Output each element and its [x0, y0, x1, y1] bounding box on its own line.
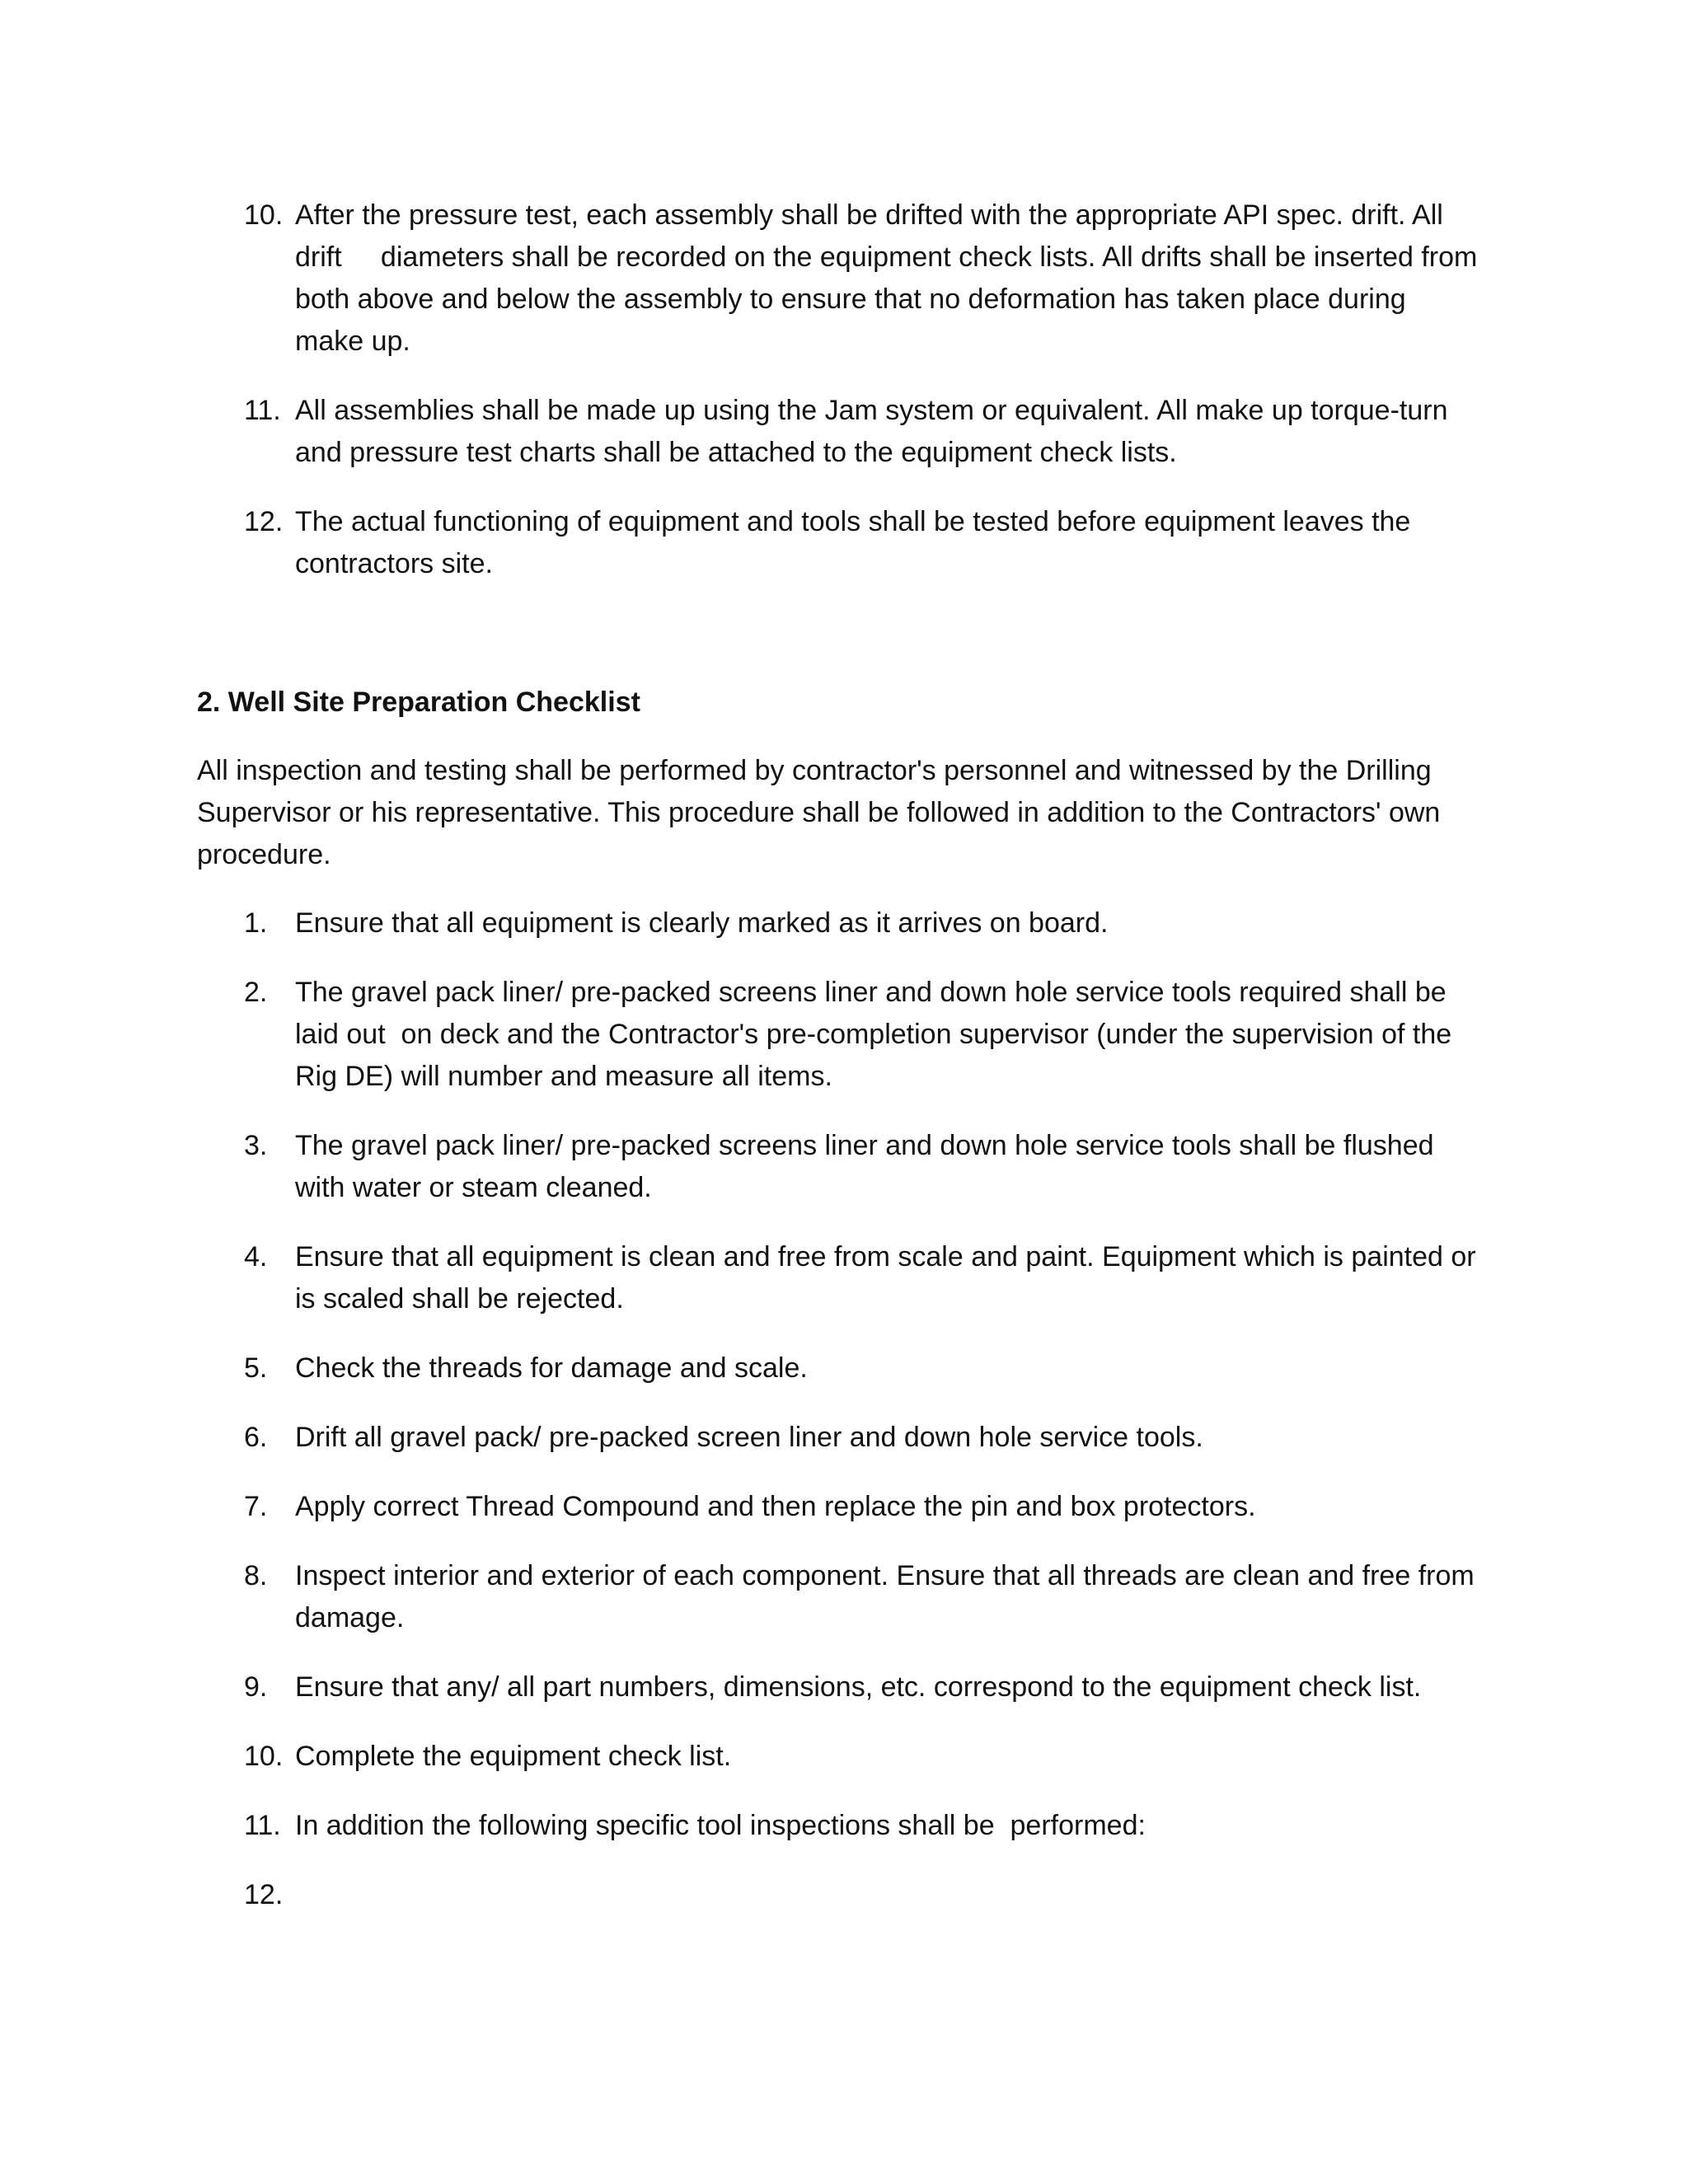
list-number: 10. [244, 199, 284, 231]
list-text: Check the threads for damage and scale. [295, 1352, 808, 1384]
list-text: Drift all gravel pack/ pre-packed screen liner and down hole service tools. [295, 1422, 1203, 1453]
list-number: 11. [244, 1810, 281, 1841]
list-text: The gravel pack liner/ pre-packed screens liner and down hole service tools shall be flushed with water or steam cleaned. [295, 1130, 1434, 1203]
list-text: The actual functioning of equipment and tools shall be tested before equipment leaves the contractors site. [295, 506, 1411, 579]
list-number: 12. [244, 1879, 284, 1910]
section-intro: All inspection and testing shall be performed by contractor's personnel and witnessed by the Drilling Supervisor or his representative. This procedure shall be followed in addition to the Contractors' own procedure. [197, 755, 1441, 870]
list-item [0, 501, 1482, 585]
list-item [0, 972, 1482, 1098]
list-item [0, 1486, 1482, 1528]
list-number: 9. [244, 1671, 268, 1703]
list-number: 3. [244, 1130, 268, 1161]
list-text: Ensure that any/ all part numbers, dimensions, etc. correspond to the equipment check list. [295, 1671, 1422, 1703]
list-item [0, 1417, 1482, 1459]
list-item [0, 1874, 1482, 1916]
list-item [0, 1555, 1482, 1639]
list-text: The gravel pack liner/ pre-packed screens liner and down hole service tools required shall be laid out on deck and the Contractor's pre-completion supervisor (under the supervision of the Rig DE) will number and measure all items. [295, 977, 1460, 1092]
list-item [0, 1125, 1482, 1209]
list-number: 10. [244, 1741, 284, 1772]
list-text: Ensure that all equipment is clean and free from scale and paint. Equipment which is painted or is scaled shall be rejected. [295, 1241, 1476, 1315]
list-item [0, 390, 1482, 474]
list-number: 7. [244, 1491, 268, 1522]
list-text: After the pressure test, each assembly shall be drifted with the appropriate API spec. drift. All drift diameters shall be recorded on the equipment check lists. All drifts shall be inserted from both above and below the assembly to ensure that no deformation has taken place during make up. [295, 199, 1485, 357]
list-item [0, 1347, 1482, 1390]
list-text: Inspect interior and exterior of each component. Ensure that all threads are clean and free from damage. [295, 1560, 1475, 1633]
list-number: 6. [244, 1422, 268, 1453]
list-number: 2. [244, 977, 268, 1008]
list-item [0, 1236, 1482, 1320]
list-text: In addition the following specific tool inspections shall be performed: [295, 1810, 1146, 1841]
list-number: 11. [244, 395, 281, 426]
list-item [0, 1805, 1482, 1847]
list-number: 4. [244, 1241, 268, 1272]
list-number: 5. [244, 1352, 268, 1384]
list-text: Complete the equipment check list. [295, 1741, 732, 1772]
checklist [0, 902, 1482, 1943]
list-item [0, 1736, 1482, 1778]
list-text: Ensure that all equipment is clearly marked as it arrives on board. [295, 907, 1109, 939]
list-number: 12. [244, 506, 284, 537]
list-number: 1. [244, 907, 268, 939]
list-item [0, 902, 1482, 944]
list-text: All assemblies shall be made up using the Jam system or equivalent. All make up torque-turn and pressure test charts shall be attached to the equipment check lists. [295, 395, 1448, 468]
list-text: Apply correct Thread Compound and then replace the pin and box protectors. [295, 1491, 1256, 1522]
list-item [0, 194, 1485, 363]
top-numbered-list [0, 194, 1485, 612]
list-item [0, 1666, 1482, 1708]
section-heading: 2. Well Site Preparation Checklist [197, 687, 640, 718]
list-number: 8. [244, 1560, 268, 1591]
